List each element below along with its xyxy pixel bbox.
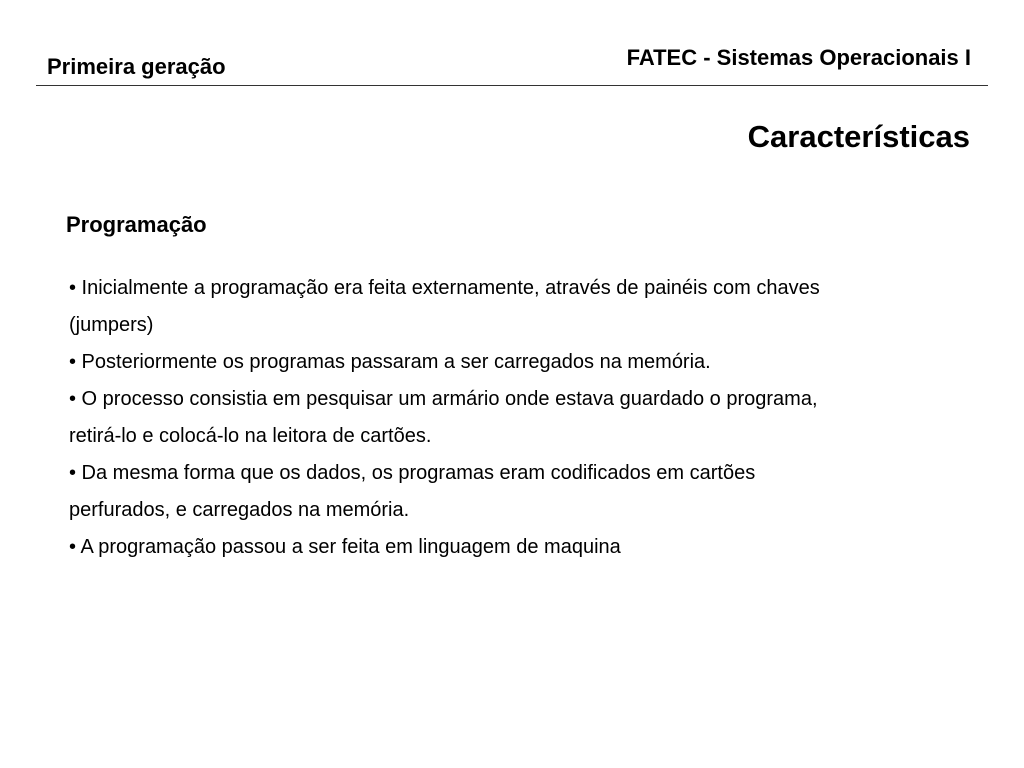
bullet-line: • Inicialmente a programação era feita externamente, através de painéis com chaves (69, 277, 820, 299)
section-label: Primeira geração (47, 54, 226, 79)
bullet-line: • A programação passou a ser feita em linguagem de maquina (69, 536, 621, 558)
bullet-line: perfurados, e carregados na memória. (69, 499, 410, 521)
bullet-line: • O processo consistia em pesquisar um armário onde estava guardado o programa, (69, 388, 818, 410)
bullet-line: • Da mesma forma que os dados, os programas eram codificados em cartões (69, 462, 756, 484)
bullet-line: retirá-lo e colocá-lo na leitora de cartões. (69, 425, 432, 447)
bullet-line: (jumpers) (69, 314, 154, 336)
slide-title: Características (747, 119, 970, 154)
header-divider (36, 85, 988, 86)
slide-subtitle: Programação (66, 212, 207, 237)
course-label: FATEC - Sistemas Operacionais I (626, 45, 971, 70)
bullet-line: • Posteriormente os programas passaram a ser carregados na memória. (69, 351, 711, 373)
bullet-list (69, 270, 949, 566)
